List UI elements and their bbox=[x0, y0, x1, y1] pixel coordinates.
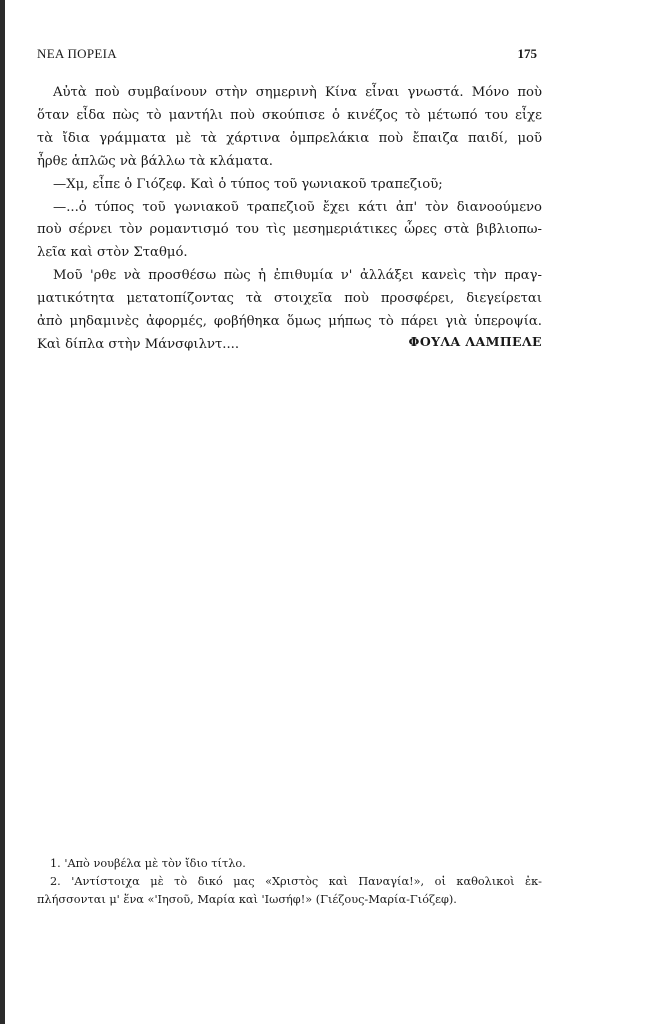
text-line: ἦρθε ἁπλῶς νὰ βάλλω τὰ κλάματα. bbox=[37, 153, 273, 169]
footnote-2: 2. 'Αντίστοιχα μὲ τὸ δικό μας «Χριστὸς καὶ Παναγία!», οἱ καθολικοὶ ἐκ- bbox=[50, 874, 542, 888]
footnote-2-continued: πλήσσονται μ' ἕνα «'Ιησοῦ, Μαρία καὶ 'Ιωσήφ!» (Γιέζους-Μαρία-Γιόζεφ). bbox=[37, 892, 457, 906]
footnotes bbox=[37, 855, 542, 908]
running-head: ΝΕΑ ΠΟΡΕΙΑ bbox=[37, 46, 117, 61]
text-line: τὰ ἴδια γράμματα μὲ τὰ χάρτινα ὀμπρελάκια ποὺ ἔπαιζα παιδί, μοῦ bbox=[37, 130, 542, 146]
body-text bbox=[37, 82, 542, 357]
text-line: Μοῦ 'ρθε νὰ προσθέσω πὼς ἡ ἐπιθυμία ν' ἀλλάξει κανεὶς τὴν πραγ- bbox=[53, 268, 542, 284]
text-line: ὅταν εἶδα πὼς τὸ μαντήλι ποὺ σκούπισε ὁ κινέζος τὸ μέτωπό του εἶχε bbox=[37, 107, 542, 123]
text-line: λεῖα καὶ στὸν Σταθμό. bbox=[37, 245, 188, 261]
author-signature: ΦΟΥΛΑ ΛΑΜΠΕΛΕ bbox=[408, 334, 542, 349]
book-spine-edge bbox=[0, 0, 5, 1024]
page-header bbox=[37, 46, 537, 66]
text-line: —...ὁ τύπος τοῦ γωνιακοῦ τραπεζιοῦ ἔχει κάτι ἀπ' τὸν διανοούμενο bbox=[53, 199, 542, 215]
text-line: ματικότητα μετατοπίζοντας τὰ στοιχεῖα ποὺ προσφέρει, διεγείρεται bbox=[37, 291, 542, 307]
page-number: 175 bbox=[517, 46, 537, 61]
text-line: Αὐτὰ ποὺ συμβαίνουν στὴν σημερινὴ Κίνα εἶναι γνωστά. Μόνο ποὺ bbox=[53, 85, 542, 100]
text-line: Καὶ δίπλα στὴν Μάνσφιλντ.... bbox=[37, 336, 240, 352]
text-line: ποὺ σέρνει τὸν ρομαντισμό του τὶς μεσημεριάτικες ὧρες στὰ βιβλιοπω- bbox=[37, 222, 542, 238]
text-line: ἀπὸ μηδαμινὲς ἀφορμές, φοβήθηκα ὅμως μήπως τὸ πάρει γιὰ ὑπεροψία. bbox=[37, 314, 542, 330]
footnote-1: 1. 'Απὸ νουβέλα μὲ τὸν ἴδιο τίτλο. bbox=[50, 857, 246, 870]
text-line: —Χμ, εἶπε ὁ Γιόζεφ. Καὶ ὁ τύπος τοῦ γωνιακοῦ τραπεζιοῦ; bbox=[53, 176, 443, 192]
